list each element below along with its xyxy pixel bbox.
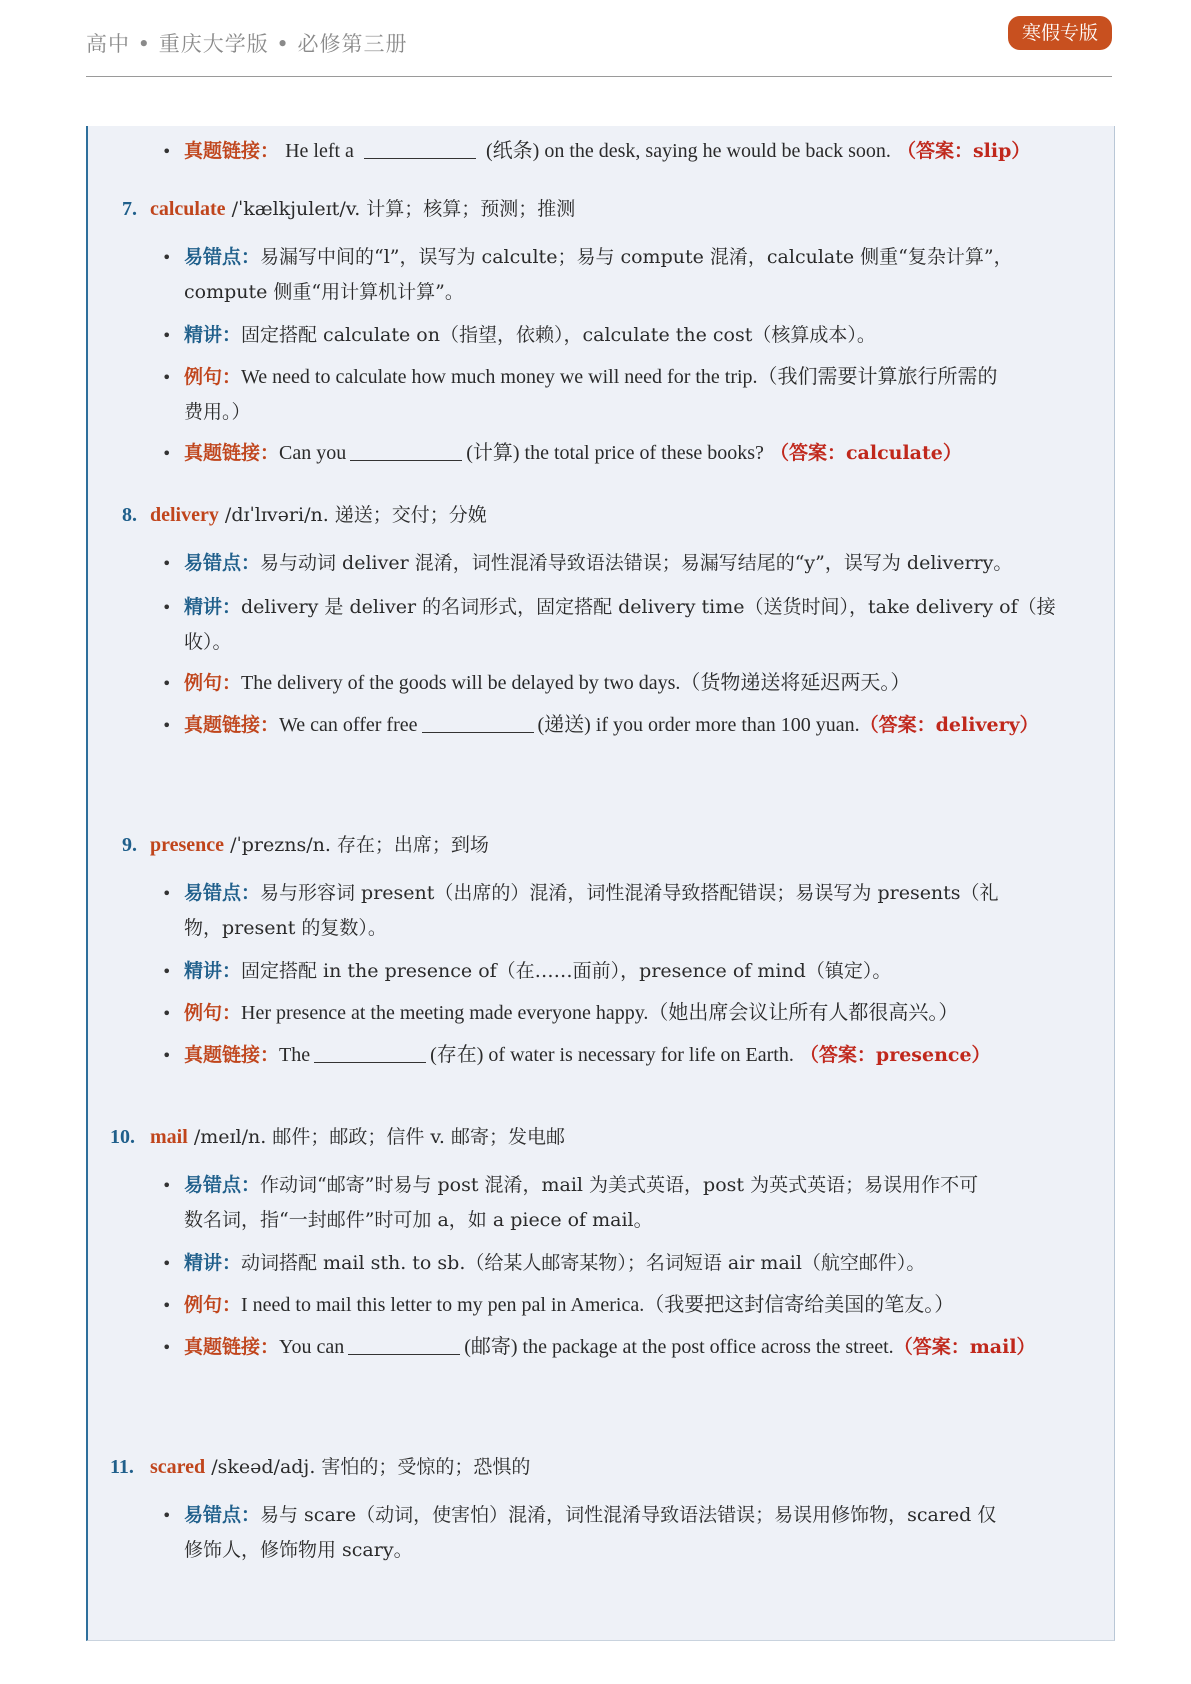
page-header bbox=[86, 24, 1112, 77]
explain-text: 固定搭配 calculate on（指望，依赖），calculate the cost（核算成本）。 bbox=[241, 324, 876, 346]
example-label: 例句： bbox=[184, 366, 242, 388]
explain-text-cont: 收）。 bbox=[184, 631, 232, 653]
exam-link-label: 真题链接： bbox=[184, 442, 280, 464]
exam-answer: （答案：delivery） bbox=[859, 714, 1039, 736]
entry-number: 11. bbox=[110, 1456, 134, 1478]
entry-definition: /ˈkælkjuleɪt/v. 计算；核算；预测；推测 bbox=[225, 198, 576, 220]
answer-blank[interactable] bbox=[314, 1042, 426, 1063]
vocab-entry-presence: 9. presence /ˈprezns/n. 存在；出席；到场 • 易错点：易与形容词 present（出席的）混淆，词性混淆导致搭配错误；易误写为 presents（礼 物，present 的复数）。 • 精讲：固定搭配 in the presence of（在……面前），presence of mind（镇定）。 • 例句：Her presence at the meeting made everyone happy.（她出席会议让所有人都很高兴。） • 真题链接：The (存在) of water is necessary for life on Earth. （答案：presence） bbox=[88, 828, 1114, 862]
exam-link-label: 真题链接： bbox=[184, 1044, 280, 1066]
errors-text: 易与形容词 present（出席的）混淆，词性混淆导致搭配错误；易误写为 presents（礼 bbox=[260, 882, 999, 904]
entry-definition: /meɪl/n. 邮件；邮政；信件 v. 邮寄；发电邮 bbox=[187, 1126, 565, 1148]
vocab-entry-calculate: 7. calculate /ˈkælkjuleɪt/v. 计算；核算；预测；推测 • 易错点：易漏写中间的“l”，误写为 calculte；易与 compute 混淆，calculate 侧重“复杂计算”， compute 侧重“用计算机计算”。 • 精讲：固定搭配 calculate on（指望，依赖），calculate the cost（核算成本）。 • 例句：We need to calculate how much money we will need for the trip.（我们需要计算旅行所需的 费用。） • 真题链接：Can you (计算) the total price of these books? （答案：calculate） bbox=[88, 192, 1114, 226]
vocab-entry-delivery: 8. delivery /dɪˈlɪvəri/n. 递送；交付；分娩 • 易错点：易与动词 deliver 混淆，词性混淆导致语法错误；易漏写结尾的“y”，误写为 deliverry。 • 精讲：delivery 是 deliver 的名词形式，固定搭配 delivery time（送货时间），take delivery of（接 收）。 • 例句：The delivery of the goods will be delayed by two days.（货物递送将延迟两天。） • 真题链接：We can offer free (递送) if you order more than 100 yuan.（答案：delivery） bbox=[88, 498, 1114, 532]
answer-blank[interactable] bbox=[350, 440, 462, 461]
explain-label: 精讲： bbox=[184, 1252, 242, 1274]
vocab-entry-scared: 11. scared /skeəd/adj. 害怕的；受惊的；恐惧的 • 易错点：易与 scare（动词，使害怕）混淆，词性混淆导致语法错误；易误用修饰物，scared 仅 修饰人，修饰物用 scary。 bbox=[88, 1450, 1114, 1484]
exam-answer: （答案：mail） bbox=[893, 1336, 1036, 1358]
example-text: Her presence at the meeting made everyone happy.（她出席会议让所有人都很高兴。） bbox=[241, 1002, 959, 1024]
exam-sentence-start: He left a bbox=[285, 140, 354, 162]
exam-link-label: 真题链接： bbox=[184, 140, 280, 162]
vocab-entry-mail: 10. mail /meɪl/n. 邮件；邮政；信件 v. 邮寄；发电邮 • 易错点：作动词“邮寄”时易与 post 混淆，mail 为美式英语，post 为英式英语；易误用作不可 数名词，指“一封邮件”时可加 a，如 a piece of mail。 • 精讲：动词搭配 mail sth. to sb.（给某人邮寄某物）；名词短语 air mail（航空邮件）。 • 例句：I need to mail this letter to my pen pal in America.（我要把这封信寄给美国的笔友。） • 真题链接：You can (邮寄) the package at the post office across the street.（答案：mail） bbox=[88, 1120, 1114, 1154]
example-label: 例句： bbox=[184, 672, 242, 694]
errors-text-cont: 数名词，指“一封邮件”时可加 a，如 a piece of mail。 bbox=[184, 1209, 653, 1231]
example-text: The delivery of the goods will be delayed by two days.（货物递送将延迟两天。） bbox=[241, 672, 911, 694]
entry-headword bbox=[88, 1120, 1114, 1154]
errors-label: 易错点： bbox=[184, 1174, 261, 1196]
entry-word: delivery /dɪˈlɪvəri/n. 递送；交付；分娩 bbox=[150, 504, 487, 526]
exam-link-label: 真题链接： bbox=[184, 714, 280, 736]
errors-text-cont: 修饰人，修饰物用 scary。 bbox=[184, 1539, 413, 1561]
entry-definition: /skeəd/adj. 害怕的；受惊的；恐惧的 bbox=[205, 1456, 531, 1478]
entry-number: 8. bbox=[122, 504, 137, 526]
errors-text: 作动词“邮寄”时易与 post 混淆，mail 为美式英语，post 为英式英语；易误用作不可 bbox=[260, 1174, 979, 1196]
entry-headword bbox=[88, 192, 1114, 226]
entry-headword bbox=[88, 828, 1114, 862]
errors-text-cont: compute 侧重“用计算机计算”。 bbox=[184, 281, 464, 303]
example-text: I need to mail this letter to my pen pal in America.（我要把这封信寄给美国的笔友。） bbox=[241, 1294, 955, 1316]
example-label: 例句： bbox=[184, 1294, 242, 1316]
errors-label: 易错点： bbox=[184, 1504, 261, 1526]
entry-definition: /dɪˈlɪvəri/n. 递送；交付；分娩 bbox=[218, 504, 487, 526]
errors-text: 易与 scare（动词，使害怕）混淆，词性混淆导致语法错误；易误用修饰物，scared 仅 bbox=[260, 1504, 997, 1526]
explain-label: 精讲： bbox=[184, 960, 242, 982]
answer-blank[interactable] bbox=[422, 712, 534, 733]
entry-word: calculate /ˈkælkjuleɪt/v. 计算；核算；预测；推测 bbox=[150, 198, 576, 220]
explain-text: delivery 是 deliver 的名词形式，固定搭配 delivery time（送货时间），take delivery of（接 bbox=[241, 596, 1056, 618]
entry-word: presence /ˈprezns/n. 存在；出席；到场 bbox=[150, 834, 489, 856]
errors-text-cont: 物，present 的复数）。 bbox=[184, 917, 387, 939]
entry-headword bbox=[88, 498, 1114, 532]
header-title: 高中 • 重庆大学版 • 必修第三册 bbox=[86, 32, 408, 56]
exam-sentence-end: (纸条) on the desk, saying he would be back soon. bbox=[486, 140, 891, 162]
answer-blank[interactable] bbox=[364, 138, 476, 159]
entry-word: mail /meɪl/n. 邮件；邮政；信件 v. 邮寄；发电邮 bbox=[150, 1126, 565, 1148]
entry-definition: /ˈprezns/n. 存在；出席；到场 bbox=[224, 834, 489, 856]
entry-word: scared /skeəd/adj. 害怕的；受惊的；恐惧的 bbox=[150, 1456, 531, 1478]
answer-blank[interactable] bbox=[348, 1334, 460, 1355]
exam-answer: （答案：presence） bbox=[799, 1044, 991, 1066]
edition-badge: 寒假专版 bbox=[1008, 16, 1112, 50]
explain-label: 精讲： bbox=[184, 596, 242, 618]
bullet-dot: • bbox=[162, 142, 172, 161]
vocabulary-panel bbox=[86, 126, 1115, 1641]
explain-label: 精讲： bbox=[184, 324, 242, 346]
errors-label: 易错点： bbox=[184, 246, 261, 268]
entry-number: 9. bbox=[122, 834, 137, 856]
example-text-cont: 费用。） bbox=[184, 401, 251, 423]
entry-headword bbox=[88, 1450, 1114, 1484]
errors-label: 易错点： bbox=[184, 552, 261, 574]
explain-text: 固定搭配 in the presence of（在……面前），presence of mind（镇定）。 bbox=[241, 960, 892, 982]
example-text: We need to calculate how much money we will need for the trip.（我们需要计算旅行所需的 bbox=[241, 366, 998, 388]
errors-text: 易漏写中间的“l”，误写为 calculte；易与 compute 混淆，calculate 侧重“复杂计算”， bbox=[260, 246, 1013, 268]
exam-answer: （答案：slip） bbox=[896, 140, 1031, 162]
entry-number: 7. bbox=[122, 198, 137, 220]
exam-answer: （答案：calculate） bbox=[769, 442, 962, 464]
entry-number: 10. bbox=[110, 1126, 135, 1148]
explain-text: 动词搭配 mail sth. to sb.（给某人邮寄某物）；名词短语 air mail（航空邮件）。 bbox=[241, 1252, 926, 1274]
errors-text: 易与动词 deliver 混淆，词性混淆导致语法错误；易漏写结尾的“y”，误写为 deliverry。 bbox=[260, 552, 1013, 574]
exam-link-label: 真题链接： bbox=[184, 1336, 280, 1358]
errors-label: 易错点： bbox=[184, 882, 261, 904]
example-label: 例句： bbox=[184, 1002, 242, 1024]
